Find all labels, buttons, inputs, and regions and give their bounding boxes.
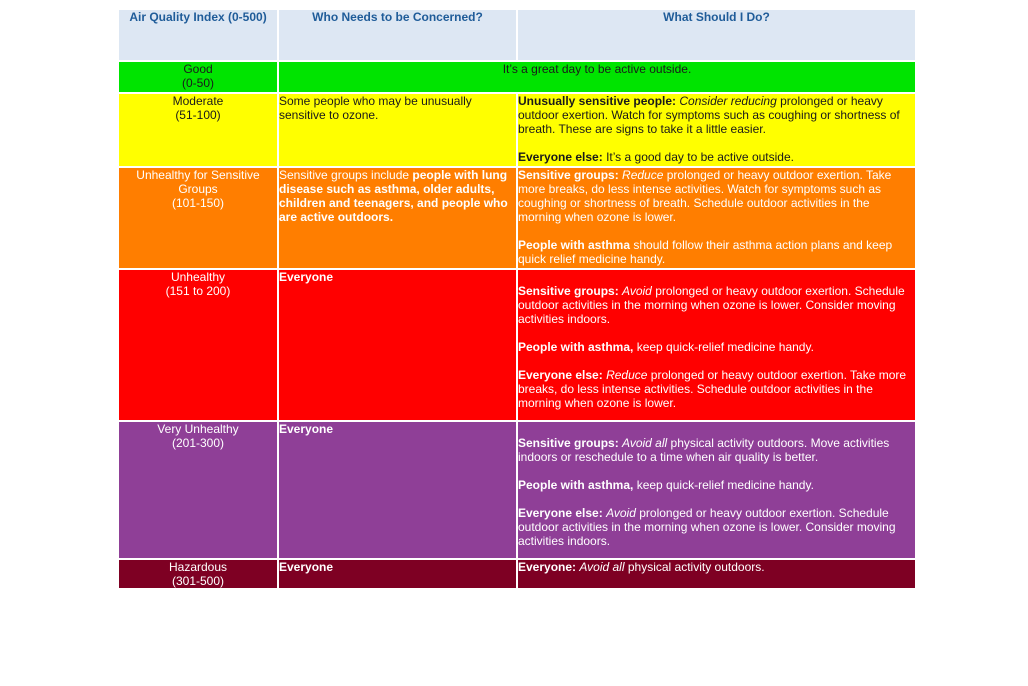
advice-group: Everyone else:	[518, 506, 603, 520]
advice-text: prolonged or heavy outdoor exertion. Schedule outdoor activities in the morning when ozone is lower. Consider moving activities indoors.	[518, 284, 905, 326]
row-hazardous	[118, 559, 916, 589]
advice-paragraph	[518, 560, 915, 574]
level-range: (301-500)	[171, 574, 225, 588]
what-usg	[517, 167, 916, 269]
header-who-concerned: Who Needs to be Concerned?	[278, 9, 517, 61]
what-very-unhealthy	[517, 421, 916, 559]
row-very-unhealthy	[118, 421, 916, 559]
level-name: Unhealthy	[170, 270, 226, 284]
aqi-level-good	[118, 61, 278, 93]
advice-text: keep quick-relief medicine handy.	[636, 478, 814, 492]
level-range: (51-100)	[175, 108, 221, 122]
advice-group: Everyone else:	[518, 368, 603, 382]
advice-action: Consider reducing	[679, 94, 777, 108]
who-text: Everyone	[279, 422, 334, 436]
advice-text: physical activity outdoors. Move activities indoors or reschedule to a time when air quality is better.	[518, 436, 890, 464]
header-aqi-range: Air Quality Index (0-500)	[118, 9, 278, 61]
advice-text: should follow their asthma action plans and keep quick relief medicine handy.	[518, 238, 893, 266]
good-message	[278, 61, 916, 93]
aqi-level-usg	[118, 167, 278, 269]
advice-text: prolonged or heavy outdoor exertion. Take more breaks, do less intense activities. Watch for symptoms such as coughing or shortness of breath. Schedule outdoor activities in the morning when ozone is lower.	[518, 168, 892, 224]
advice-text: prolonged or heavy outdoor exertion. Schedule outdoor activities in the morning when ozone is lower. Consider moving activities indoors.	[518, 506, 896, 548]
advice-action: Avoid	[606, 506, 636, 520]
who-text: Some people who may be unusually sensitive to ozone.	[279, 94, 472, 122]
who-text: Everyone	[279, 270, 334, 284]
advice-text: physical activity outdoors.	[627, 560, 765, 574]
good-message-text: It’s a great day to be active outside.	[502, 62, 692, 76]
who-prefix: Sensitive groups include	[279, 168, 410, 182]
advice-text: It’s a good day to be active outside.	[606, 150, 794, 164]
level-range: (101-150)	[171, 196, 225, 210]
aqi-level-unhealthy	[118, 269, 278, 421]
advice-group: Everyone else:	[518, 150, 603, 164]
advice-paragraph	[518, 478, 915, 492]
level-name: Good	[183, 62, 213, 76]
advice-group: Everyone:	[518, 560, 577, 574]
aqi-guidance-table	[117, 8, 917, 590]
row-moderate	[118, 93, 916, 167]
level-name: Unhealthy for Sensitive Groups	[136, 168, 260, 196]
advice-action: Reduce	[622, 168, 664, 182]
advice-text: prolonged or heavy outdoor exertion. Watch for symptoms such as coughing or shortness of breath. These are signs to take it a little easier.	[518, 94, 900, 136]
table-header-row	[118, 9, 916, 61]
who-hazardous	[278, 559, 517, 589]
level-name: Very Unhealthy	[157, 422, 239, 436]
advice-group: Sensitive groups:	[518, 168, 619, 182]
advice-paragraph	[518, 150, 915, 164]
level-name: Hazardous	[168, 560, 228, 574]
level-range: (0-50)	[181, 76, 214, 90]
advice-paragraph	[518, 436, 915, 464]
advice-group: People with asthma	[518, 238, 631, 252]
advice-group: People with asthma,	[518, 478, 634, 492]
advice-group: Sensitive groups:	[518, 436, 619, 450]
who-groups: people with lung disease such as asthma, older adults, children and teenagers, and people who are active outdoors.	[279, 168, 508, 224]
header-what-to-do: What Should I Do?	[517, 9, 916, 61]
aqi-level-moderate	[118, 93, 278, 167]
who-moderate	[278, 93, 517, 167]
aqi-level-very-unhealthy	[118, 421, 278, 559]
level-range: (201-300)	[171, 436, 225, 450]
advice-action: Reduce	[606, 368, 648, 382]
who-unhealthy	[278, 269, 517, 421]
advice-paragraph	[518, 94, 915, 136]
advice-action: Avoid all	[579, 560, 625, 574]
who-text: Everyone	[279, 560, 334, 574]
advice-group: People with asthma,	[518, 340, 634, 354]
advice-group: Unusually sensitive people:	[518, 94, 677, 108]
level-range: (151 to 200)	[165, 284, 231, 298]
what-unhealthy	[517, 269, 916, 421]
row-unhealthy-sensitive	[118, 167, 916, 269]
advice-group: Sensitive groups:	[518, 284, 619, 298]
what-moderate	[517, 93, 916, 167]
aqi-level-hazardous	[118, 559, 278, 589]
advice-text: keep quick-relief medicine handy.	[636, 340, 814, 354]
advice-paragraph	[518, 506, 915, 548]
level-name: Moderate	[172, 94, 224, 108]
row-good	[118, 61, 916, 93]
row-unhealthy	[118, 269, 916, 421]
advice-paragraph	[518, 284, 915, 326]
who-usg	[278, 167, 517, 269]
advice-paragraph	[518, 340, 915, 354]
who-very-unhealthy	[278, 421, 517, 559]
advice-paragraph	[518, 368, 915, 410]
advice-paragraph	[518, 168, 915, 224]
advice-action: Avoid all	[622, 436, 668, 450]
what-hazardous	[517, 559, 916, 589]
advice-text: prolonged or heavy outdoor exertion. Take more breaks, do less intense activities. Schedule outdoor activities in the morning when ozone is lower.	[518, 368, 907, 410]
advice-paragraph	[518, 238, 915, 266]
advice-action: Avoid	[622, 284, 652, 298]
